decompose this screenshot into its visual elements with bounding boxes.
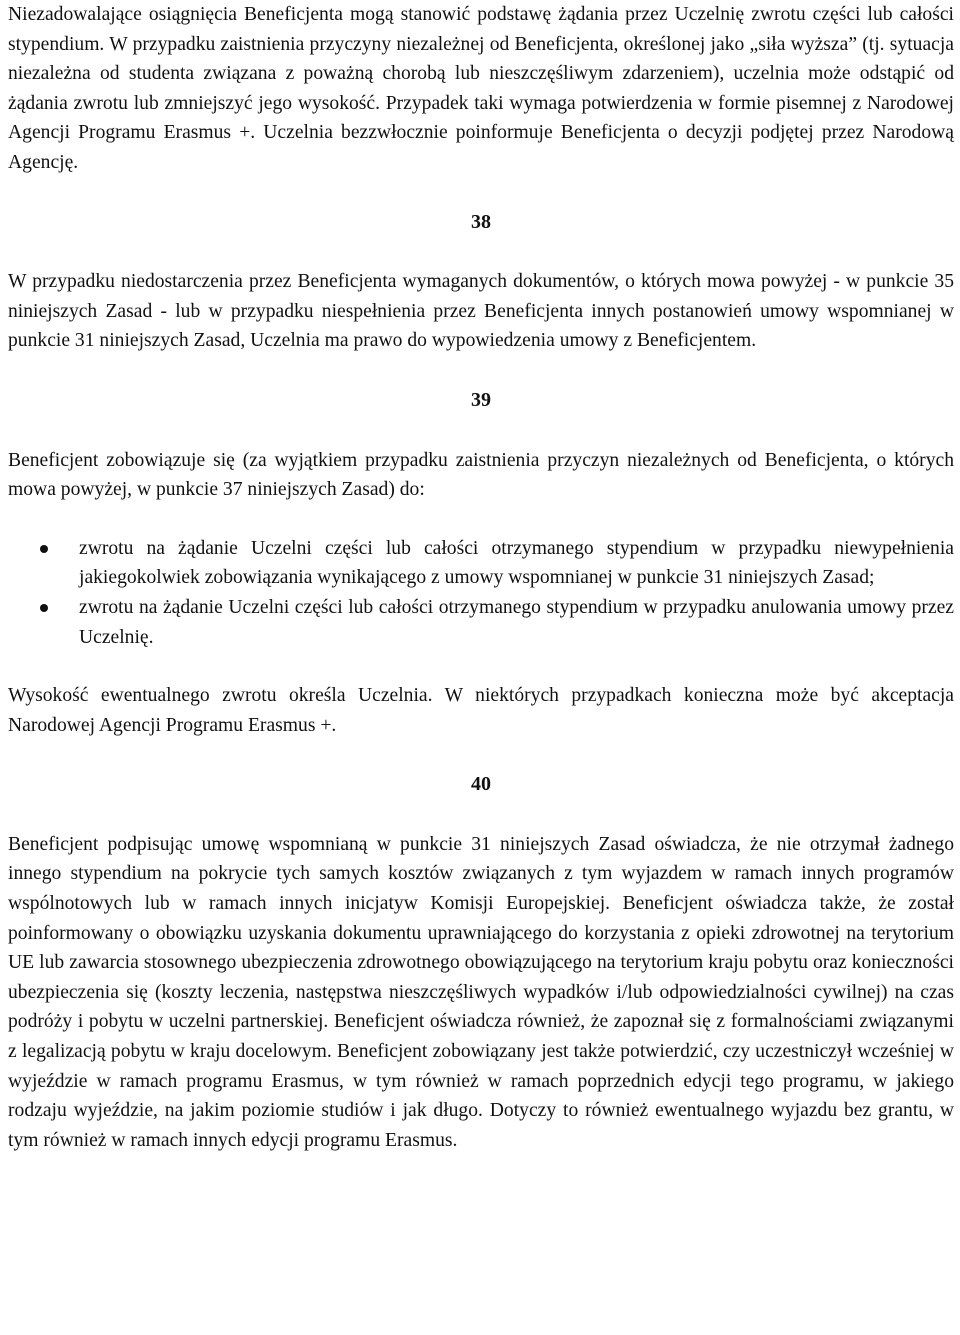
bullet-icon <box>40 545 48 553</box>
section-number-39: 39 <box>471 388 491 411</box>
list-item <box>8 593 954 652</box>
list-item-text: zwrotu na żądanie Uczelni części lub całości otrzymanego stypendium w przypadku anulowania umowy przez Uczelnię. <box>79 596 954 648</box>
list-item <box>8 534 954 593</box>
intro-paragraph: Niezadowalające osiągnięcia Beneficjenta mogą stanowić podstawę żądania przez Uczelnię zwrotu części lub całości stypendium. W przypadku zaistnienia przyczyny niezależnej od Beneficjenta, określonej jako „siła wyższa” (tj. sytuacja niezależna od studenta związana z poważną chorobą lub nieszczęśliwym zdarzeniem), uczelnia może odstąpić od żądania zwrotu lub zmniejszyć jego wysokość. Przypadek taki wymaga potwierdzenia w formie pisemnej z Narodowej Agencji Programu Erasmus +. Uczelnia bezzwłocznie poinformuje Beneficjenta o decyzji podjętej przez Narodową Agencję. <box>8 4 954 173</box>
section-number-40: 40 <box>471 773 491 796</box>
section-39-closing: Wysokość ewentualnego zwrotu określa Uczelnia. W niektórych przypadkach konieczna może być akceptacja Narodowej Agencji Programu Erasmus +. <box>8 685 954 736</box>
section-39-paragraph: Beneficjent zobowiązuje się (za wyjątkiem przypadku zaistnienia przyczyn niezależnych od Beneficjenta, o których mowa powyżej, w punkcie 37 niniejszych Zasad) do: <box>8 449 954 501</box>
section-38-paragraph: W przypadku niedostarczenia przez Beneficjenta wymaganych dokumentów, o których mowa powyżej - w punkcie 35 niniejszych Zasad - lub w przypadku niespełnienia przez Beneficjenta innych postanowień umowy wspomnianej w punkcie 31 niniejszych Zasad, Uczelnia ma prawo do wypowiedzenia umowy z Beneficjentem. <box>8 271 954 352</box>
document-page <box>8 0 954 1155</box>
section-number-38: 38 <box>471 210 491 233</box>
bullet-icon <box>40 604 48 612</box>
list-item-text: zwrotu na żądanie Uczelni części lub całości otrzymanego stypendium w przypadku niewypełnienia jakiegokolwiek zobowiązania wynikającego z umowy wspomnianej w punkcie 31 niniejszych Zasad; <box>79 537 954 589</box>
obligations-list <box>8 534 954 652</box>
section-40-paragraph: Beneficjent podpisując umowę wspomnianą w punkcie 31 niniejszych Zasad oświadcza, że nie otrzymał żadnego innego stypendium na pokrycie tych samych kosztów związanych z tym wyjazdem w ramach innych programów wspólnotowych lub w ramach innych inicjatyw Komisji Europejskiej. Beneficjent oświadcza także, że został poinformowany o obowiązku uzyskania dokumentu uprawniającego do korzystania z opieki zdrowotnej na terytorium UE lub zawarcia stosownego ubezpieczenia zdrowotnego obowiązującego na terytorium kraju pobytu oraz konieczności ubezpieczenia się (koszty leczenia, następstwa nieszczęśliwych wypadków i/lub odpowiedzialności cywilnej) na czas podróży i pobytu w uczelni partnerskiej. Beneficjent oświadcza również, że zapoznał się z formalnościami związanymi z legalizacją pobytu w kraju docelowym. Beneficjent zobowiązany jest także potwierdzić, czy uczestniczył wcześniej w wyjeździe w ramach programu Erasmus, w tym również w ramach poprzednich edycji tego programu, w jakiego rodzaju wyjeździe, na jakim poziomie studiów i jak długo. Dotyczy to również ewentualnego wyjazdu bez grantu, w tym również w ramach innych edycji programu Erasmus. <box>8 833 954 1151</box>
